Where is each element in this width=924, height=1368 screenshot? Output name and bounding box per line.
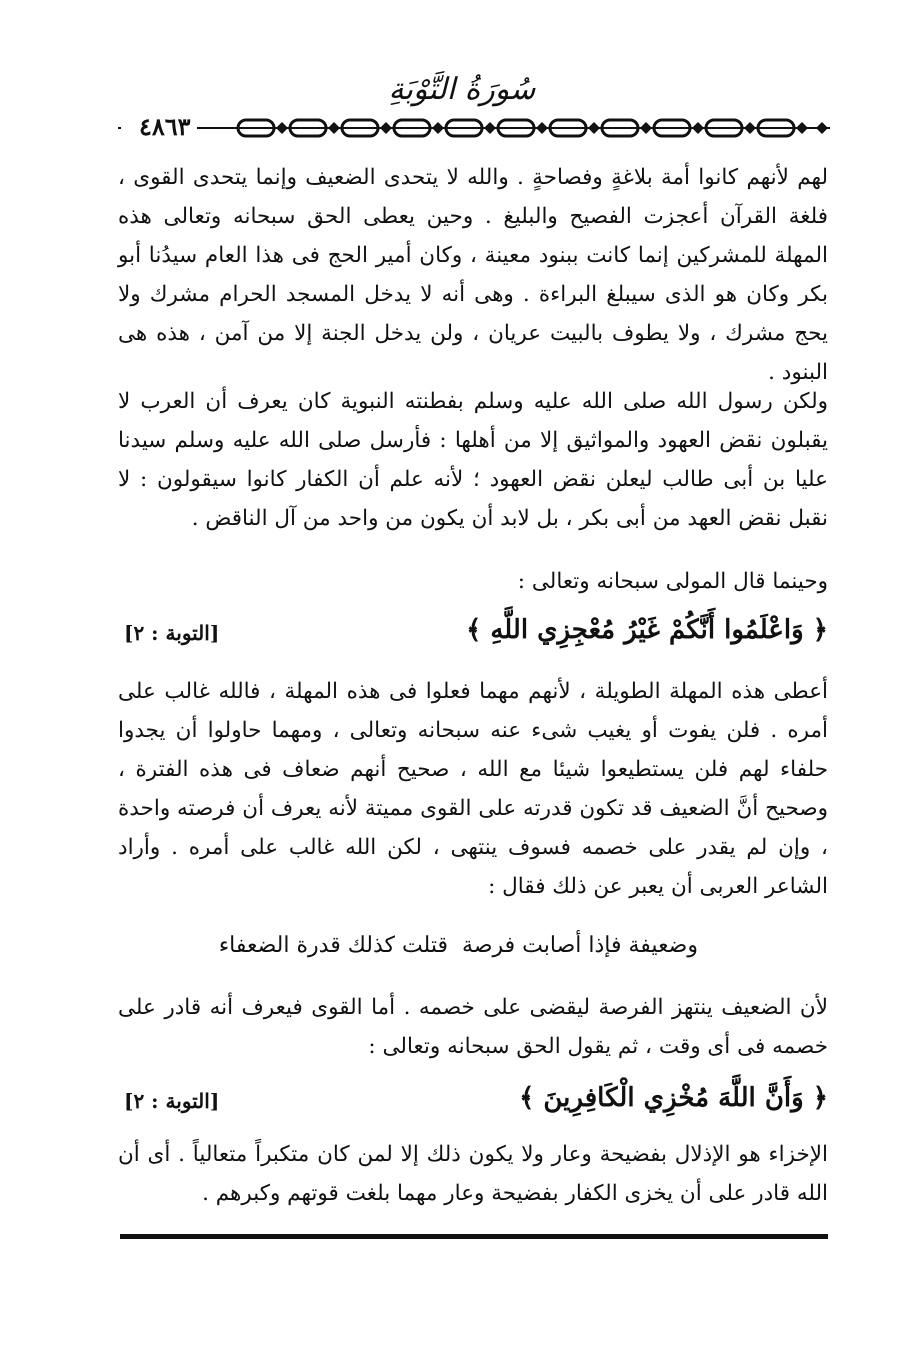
quran-verse-1 xyxy=(118,615,828,655)
footer-divider xyxy=(120,1234,828,1239)
paragraph-4: أعطى هذه المهلة الطويلة ، لأنهم مهما فعلوا فى هذه المهلة ، فالله غالب على أمره . فلن يفوت أو يغيب شىء عنه سبحانه وتعالى ، ومهما حاولوا أن يجدوا حلفاء لهم فلن يستطيعوا شيئا مع الله ، صحيح أنهم ضعاف فى هذه الفترة ، وصحيح أنَّ الضعيف قد تكون قدرته على القوى مميتة لأنه يعرف أن فرصته واحدة ، وإن لم يقدر على خصمه فسوف ينتهى ، لكن الله غالب على أمره . وأراد الشاعر العربى أن يعبر عن ذلك فقال : xyxy=(118,679,828,899)
poem-hemistich-2: قتلت كذلك قدرة الضعفاء xyxy=(218,933,448,958)
paragraph-6: الإخزاء هو الإذلال بفضيحة وعار ولا يكون ذلك إلا لمن كان متكبراً متعالياً . أى أن الله قادر على أن يخزى الكفار بفضيحة وعار مهما بلغت قوتهم وكبرهم . xyxy=(118,1142,828,1206)
verse-text: ﴿ وَأَنَّ اللَّهَ مُخْزِي الْكَافِرِينَ ﴾ xyxy=(519,1083,828,1113)
surah-title: سُورَةُ التَّوْبَةِ xyxy=(388,72,536,107)
poetry-verse xyxy=(118,933,828,973)
verse-reference: [التوبة : ٢] xyxy=(124,621,220,645)
poem-hemistich-1: وضعيفة فإذا أصابت فرصة xyxy=(462,933,698,958)
ornamental-header-band xyxy=(118,115,830,141)
verse-text: ﴿ وَاعْلَمُوا أَنَّكُمْ غَيْرُ مُعْجِزِي اللَّهِ ﴾ xyxy=(466,615,828,645)
paragraph-1: لهم لأنهم كانوا أمة بلاغةٍ وفصاحةٍ . والله لا يتحدى الضعيف وإنما يتحدى القوى ، فلغة القرآن أعجزت الفصيح والبليغ . وحين يعطى الحق سبحانه وتعالى هذه المهلة للمشركين إنما كانت ببنود معينة ، وكان أمير الحج فى هذا العام سيدُنا أبو بكر وكان هو الذى سيبلغ البراءة . وهى أنه لا يدخل المسجد الحرام مشرك ولا يحج مشرك ، ولا يطوف بالبيت عريان ، ولن يدخل الجنة إلا من آمن ، هذه هى البنود . xyxy=(118,165,828,385)
verse-reference: [التوبة : ٢] xyxy=(124,1089,220,1113)
paragraph-2: ولكن رسول الله صلى الله عليه وسلم بفطنته النبوية كان يعرف أن العرب لا يقبلون نقض العهود والمواثيق إلا من أهلها : فأرسل صلى الله عليه وسلم سيدنا عليا بن أبى طالب ليعلن نقض العهود ؛ لأنه علم أن الكفار كانوا سيقولون : لا نقبل نقض العهد من أبى بكر ، بل لابد أن يكون من واحد من آل الناقض . xyxy=(118,389,828,531)
paragraph-5: لأن الضعيف ينتهز الفرصة ليقضى على خصمه . أما القوى فيعرف أنه قادر على خصمه فى أى وقت ، ثم يقول الحق سبحانه وتعالى : xyxy=(118,995,828,1059)
paragraph-3: وحينما قال المولى سبحانه وتعالى : xyxy=(517,569,828,594)
chain-ornament xyxy=(118,115,830,141)
page-number: ٤٨٦٣ xyxy=(121,113,197,141)
quran-verse-2 xyxy=(118,1083,828,1123)
